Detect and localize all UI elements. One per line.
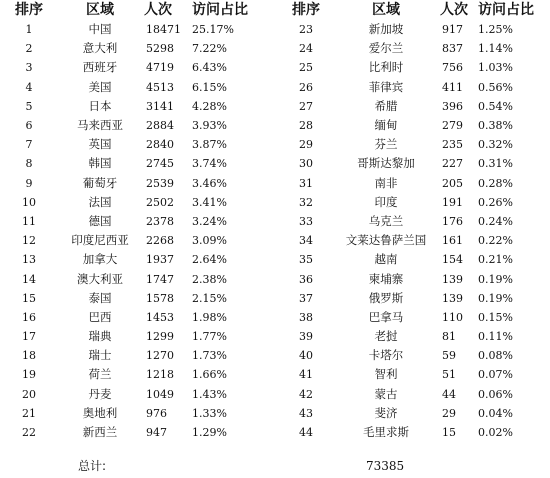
right-visits-cell: 15: [442, 426, 456, 440]
right-region-cell: 比利时: [368, 60, 404, 75]
right-share-cell: 0.56%: [478, 80, 513, 94]
right-rank-header: 排序: [292, 2, 320, 18]
right-region-cell: 毛里求斯: [363, 425, 409, 440]
right-region-cell: 希腊: [374, 98, 398, 113]
right-share-cell: 0.24%: [478, 214, 513, 228]
right-region-cell: 芬兰: [374, 137, 398, 152]
right-share-header: 访问占比: [478, 2, 534, 18]
right-rank-cell: 42: [299, 387, 313, 401]
left-share-cell: 1.29%: [192, 426, 227, 440]
left-visits-cell: 2745: [146, 157, 174, 171]
right-rank-cell: 28: [299, 119, 313, 133]
table-row: [0, 58, 550, 77]
left-rank-header: 排序: [15, 2, 43, 18]
left-share-cell: 1.73%: [192, 349, 227, 363]
table-row: [0, 39, 550, 58]
left-visits-header: 人次: [144, 2, 172, 18]
left-region-cell: 澳大利亚: [77, 271, 123, 286]
left-region-cell: 瑞士: [88, 348, 112, 363]
right-rank-cell: 33: [299, 214, 313, 228]
right-rank-cell: 26: [299, 80, 313, 94]
left-visits-cell: 2378: [146, 214, 174, 228]
left-rank-cell: 19: [22, 368, 36, 382]
left-region-cell: 中国: [88, 22, 112, 37]
right-visits-cell: 139: [442, 291, 463, 305]
left-share-cell: 3.41%: [192, 195, 227, 209]
right-share-cell: 0.38%: [478, 119, 513, 133]
right-rank-cell: 44: [299, 426, 313, 440]
table-row: [0, 116, 550, 135]
left-rank-cell: 14: [22, 272, 36, 286]
right-visits-cell: 205: [442, 176, 463, 190]
right-visits-cell: 154: [442, 253, 463, 267]
right-rank-cell: 27: [299, 99, 313, 113]
left-rank-cell: 12: [22, 234, 36, 248]
table-row: [0, 385, 550, 404]
right-share-cell: 0.19%: [478, 272, 513, 286]
right-region-cell: 菲律宾: [368, 79, 404, 94]
right-rank-cell: 36: [299, 272, 313, 286]
right-rank-cell: 40: [299, 349, 313, 363]
left-region-cell: 美国: [88, 79, 112, 94]
right-rank-cell: 23: [299, 23, 313, 37]
left-rank-cell: 5: [25, 99, 33, 113]
right-visits-cell: 396: [442, 99, 463, 113]
right-region-cell: 文莱达鲁萨兰国: [345, 233, 427, 248]
right-share-cell: 0.06%: [478, 387, 513, 401]
left-rank-cell: 20: [22, 387, 36, 401]
left-rank-cell: 15: [22, 291, 36, 305]
left-share-cell: 6.15%: [192, 80, 227, 94]
right-share-cell: 1.25%: [478, 23, 513, 37]
right-rank-cell: 29: [299, 138, 313, 152]
right-rank-cell: 32: [299, 195, 313, 209]
left-share-cell: 2.38%: [192, 272, 227, 286]
left-region-cell: 日本: [88, 98, 112, 113]
left-visits-cell: 1049: [146, 387, 174, 401]
right-region-cell: 俄罗斯: [368, 290, 404, 305]
left-share-cell: 1.33%: [192, 406, 227, 420]
left-region-cell: 韩国: [88, 156, 112, 171]
right-region-cell: 新加坡: [368, 22, 404, 37]
left-rank-cell: 13: [22, 253, 36, 267]
right-visits-cell: 51: [442, 368, 456, 382]
table-row: [0, 154, 550, 173]
left-region-cell: 法国: [88, 194, 112, 209]
table-row: [0, 78, 550, 97]
left-visits-cell: 947: [146, 426, 167, 440]
right-region-cell: 南非: [374, 175, 398, 190]
right-region-cell: 蒙古: [374, 386, 398, 401]
left-rank-cell: 3: [25, 61, 33, 75]
left-region-cell: 丹麦: [88, 386, 112, 401]
right-share-cell: 1.14%: [478, 42, 513, 56]
left-region-cell: 新西兰: [82, 425, 118, 440]
left-share-cell: 1.77%: [192, 330, 227, 344]
table-row: [0, 423, 550, 442]
left-visits-cell: 18471: [146, 23, 181, 37]
left-rank-cell: 16: [22, 310, 36, 324]
right-rank-cell: 39: [299, 330, 313, 344]
left-region-cell: 巴西: [88, 309, 112, 324]
left-rank-cell: 21: [22, 406, 36, 420]
right-share-cell: 0.19%: [478, 291, 513, 305]
left-share-cell: 25.17%: [192, 23, 234, 37]
left-share-cell: 3.46%: [192, 176, 227, 190]
table-row: [0, 404, 550, 423]
table-row: [0, 231, 550, 250]
left-visits-cell: 1218: [146, 368, 174, 382]
right-share-cell: 0.21%: [478, 253, 513, 267]
right-visits-cell: 44: [442, 387, 456, 401]
left-share-cell: 6.43%: [192, 61, 227, 75]
table-row: [0, 174, 550, 193]
right-share-cell: 0.54%: [478, 99, 513, 113]
right-visits-header: 人次: [440, 2, 468, 18]
left-share-cell: 3.09%: [192, 234, 227, 248]
right-share-cell: 0.08%: [478, 349, 513, 363]
table-header-row: [0, 0, 550, 20]
left-visits-cell: 1453: [146, 310, 174, 324]
left-visits-cell: 4719: [146, 61, 174, 75]
right-visits-cell: 227: [442, 157, 463, 171]
right-share-cell: 0.28%: [478, 176, 513, 190]
right-rank-cell: 30: [299, 157, 313, 171]
left-rank-cell: 8: [25, 157, 33, 171]
left-rank-cell: 1: [25, 23, 33, 37]
left-rank-cell: 6: [25, 119, 33, 133]
table-row: [0, 308, 550, 327]
right-visits-cell: 81: [442, 330, 456, 344]
right-rank-cell: 41: [299, 368, 313, 382]
left-share-header: 访问占比: [192, 2, 248, 18]
right-visits-cell: 191: [442, 195, 463, 209]
right-region-cell: 爱尔兰: [368, 41, 404, 56]
right-share-cell: 0.07%: [478, 368, 513, 382]
right-visits-cell: 161: [442, 234, 463, 248]
table-row: [0, 365, 550, 384]
right-visits-cell: 917: [442, 23, 463, 37]
table-row: [0, 135, 550, 154]
left-region-cell: 泰国: [88, 290, 112, 305]
right-region-header: 区域: [372, 2, 400, 18]
total-value: 73385: [366, 459, 405, 473]
left-visits-cell: 4513: [146, 80, 174, 94]
table-row: [0, 269, 550, 288]
left-visits-cell: 1937: [146, 253, 174, 267]
left-rank-cell: 10: [22, 195, 36, 209]
left-rank-cell: 22: [22, 426, 36, 440]
left-visits-cell: 1270: [146, 349, 174, 363]
table-row: [0, 193, 550, 212]
left-visits-cell: 1747: [146, 272, 174, 286]
right-visits-cell: 110: [442, 310, 463, 324]
left-share-cell: 3.24%: [192, 214, 227, 228]
table-row: [0, 20, 550, 39]
left-share-cell: 4.28%: [192, 99, 227, 113]
left-share-cell: 2.64%: [192, 253, 227, 267]
right-rank-cell: 37: [299, 291, 313, 305]
right-region-cell: 智利: [374, 367, 398, 382]
table-row: [0, 327, 550, 346]
left-rank-cell: 4: [25, 80, 33, 94]
right-share-cell: 0.02%: [478, 426, 513, 440]
left-visits-cell: 2539: [146, 176, 174, 190]
right-region-cell: 缅甸: [374, 118, 398, 133]
left-share-cell: 1.98%: [192, 310, 227, 324]
left-visits-cell: 976: [146, 406, 167, 420]
right-region-cell: 巴拿马: [368, 309, 404, 324]
left-region-cell: 葡萄牙: [82, 175, 118, 190]
right-visits-cell: 235: [442, 138, 463, 152]
right-visits-cell: 139: [442, 272, 463, 286]
right-region-cell: 斐济: [374, 405, 398, 420]
left-region-header: 区域: [86, 2, 114, 18]
left-region-cell: 西班牙: [82, 60, 118, 75]
right-visits-cell: 837: [442, 42, 463, 56]
right-region-cell: 印度: [374, 194, 398, 209]
table-row: [0, 250, 550, 269]
left-share-cell: 7.22%: [192, 42, 227, 56]
left-region-cell: 意大利: [82, 41, 118, 56]
table-body: [0, 20, 550, 442]
right-visits-cell: 29: [442, 406, 456, 420]
right-share-cell: 0.15%: [478, 310, 513, 324]
left-share-cell: 3.93%: [192, 119, 227, 133]
left-visits-cell: 5298: [146, 42, 174, 56]
right-visits-cell: 176: [442, 214, 463, 228]
right-region-cell: 老挝: [374, 329, 398, 344]
right-region-cell: 越南: [374, 252, 398, 267]
total-label: 总计:: [78, 459, 107, 473]
left-region-cell: 马来西亚: [77, 118, 123, 133]
left-rank-cell: 18: [22, 349, 36, 363]
right-share-cell: 0.31%: [478, 157, 513, 171]
right-share-cell: 0.11%: [478, 330, 513, 344]
left-share-cell: 1.66%: [192, 368, 227, 382]
right-region-cell: 卡塔尔: [368, 348, 404, 363]
right-rank-cell: 25: [299, 61, 313, 75]
left-rank-cell: 2: [25, 42, 33, 56]
left-region-cell: 德国: [88, 213, 112, 228]
right-share-cell: 0.22%: [478, 234, 513, 248]
right-region-cell: 柬埔寨: [368, 271, 404, 286]
right-share-cell: 1.03%: [478, 61, 513, 75]
left-share-cell: 3.74%: [192, 157, 227, 171]
table-row: [0, 346, 550, 365]
right-share-cell: 0.04%: [478, 406, 513, 420]
right-rank-cell: 35: [299, 253, 313, 267]
right-rank-cell: 38: [299, 310, 313, 324]
left-region-cell: 瑞典: [88, 329, 112, 344]
right-rank-cell: 34: [299, 234, 313, 248]
left-visits-cell: 2840: [146, 138, 174, 152]
left-region-cell: 英国: [88, 137, 112, 152]
left-share-cell: 2.15%: [192, 291, 227, 305]
left-region-cell: 加拿大: [82, 252, 118, 267]
left-rank-cell: 17: [22, 330, 36, 344]
left-visits-cell: 1299: [146, 330, 174, 344]
right-rank-cell: 24: [299, 42, 313, 56]
right-share-cell: 0.32%: [478, 138, 513, 152]
right-visits-cell: 756: [442, 61, 463, 75]
right-rank-cell: 31: [299, 176, 313, 190]
table-row: [0, 97, 550, 116]
left-region-cell: 荷兰: [88, 367, 112, 382]
left-share-cell: 1.43%: [192, 387, 227, 401]
right-visits-cell: 411: [442, 80, 463, 94]
left-rank-cell: 11: [22, 214, 36, 228]
left-rank-cell: 7: [25, 138, 33, 152]
left-visits-cell: 3141: [146, 99, 174, 113]
right-region-cell: 乌克兰: [368, 213, 404, 228]
left-visits-cell: 2884: [146, 119, 174, 133]
right-share-cell: 0.26%: [478, 195, 513, 209]
left-rank-cell: 9: [25, 176, 33, 190]
right-rank-cell: 43: [299, 406, 313, 420]
left-region-cell: 奥地利: [82, 405, 118, 420]
left-visits-cell: 2268: [146, 234, 174, 248]
left-visits-cell: 2502: [146, 195, 174, 209]
left-region-cell: 印度尼西亚: [71, 233, 129, 248]
right-region-cell: 哥斯达黎加: [357, 156, 415, 171]
table-row: [0, 212, 550, 231]
left-visits-cell: 1578: [146, 291, 174, 305]
right-visits-cell: 59: [442, 349, 456, 363]
right-visits-cell: 279: [442, 119, 463, 133]
table-row: [0, 289, 550, 308]
left-share-cell: 3.87%: [192, 138, 227, 152]
